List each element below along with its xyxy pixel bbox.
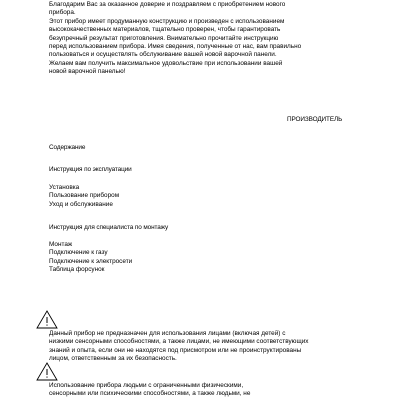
intro-line: прибора. xyxy=(49,9,76,17)
warning-line: лицом, ответственным за их безопасность. xyxy=(49,355,177,363)
warning-line: сенсорными или психическими способностями, а также людьми, не xyxy=(49,390,251,398)
intro-line: Благодарим Вас за оказанное доверие и поздравляем с приобретением нового xyxy=(49,1,286,8)
toc-item: Подключение к электросети xyxy=(49,257,133,265)
toc-installer-items xyxy=(49,241,249,275)
toc-installer-section: Инструкция для специалиста по монтажу xyxy=(49,224,169,231)
signature: ПРОИЗВОДИТЕЛЬ xyxy=(287,116,343,123)
intro-line: новой варочной панелью! xyxy=(49,68,126,76)
intro-line: пользоваться и осуществлять обслуживание вашей новой варочной панели. xyxy=(49,51,277,59)
toc-item: Пользование прибором xyxy=(49,192,120,200)
toc-item: Монтаж xyxy=(49,241,73,248)
warning-line: знаний и опыта, если они не находятся под присмотром или не проинструктированы xyxy=(49,346,302,354)
warning-line: низкими сенсорными способностями, а также лицами, не имеющими соответствующих xyxy=(49,338,309,346)
toc-item: Подключение к газу xyxy=(49,249,108,257)
intro-line: перед использованием прибора. Имея сведения, полученные от нас, вам правильно xyxy=(49,43,302,51)
warning-triangle-icon xyxy=(36,362,58,381)
intro-line: высококачественных материалов, тщательно проверен, чтобы гарантировать xyxy=(49,26,281,34)
toc-heading: Содержание xyxy=(49,144,86,151)
toc-item: Таблица форсунок xyxy=(49,266,105,274)
intro-line: безупречный результат приготовления. Внимательно прочитайте инструкцию xyxy=(49,34,279,42)
warning-text-2 xyxy=(49,382,359,399)
warning-text-1 xyxy=(49,330,359,364)
toc-item: Установка xyxy=(49,184,80,191)
toc-user-items xyxy=(49,184,249,209)
toc-user-section: Инструкция по эксплуатации xyxy=(49,166,132,173)
warning-triangle-icon xyxy=(36,310,58,329)
warning-line: Использование прибора людьми с ограниченными физическими, xyxy=(49,382,244,389)
intro-line: Этот прибор имеет продуманную конструкцию и произведен с использованием xyxy=(49,17,285,25)
intro-line: Желаем вам получить максимальное удовольствие при использовании вашей xyxy=(49,59,283,67)
intro-paragraph xyxy=(49,1,349,77)
toc-item: Уход и обслуживание xyxy=(49,200,113,208)
warning-line: Данный прибор не предназначен для использования лицами (включая детей) с xyxy=(49,330,286,337)
